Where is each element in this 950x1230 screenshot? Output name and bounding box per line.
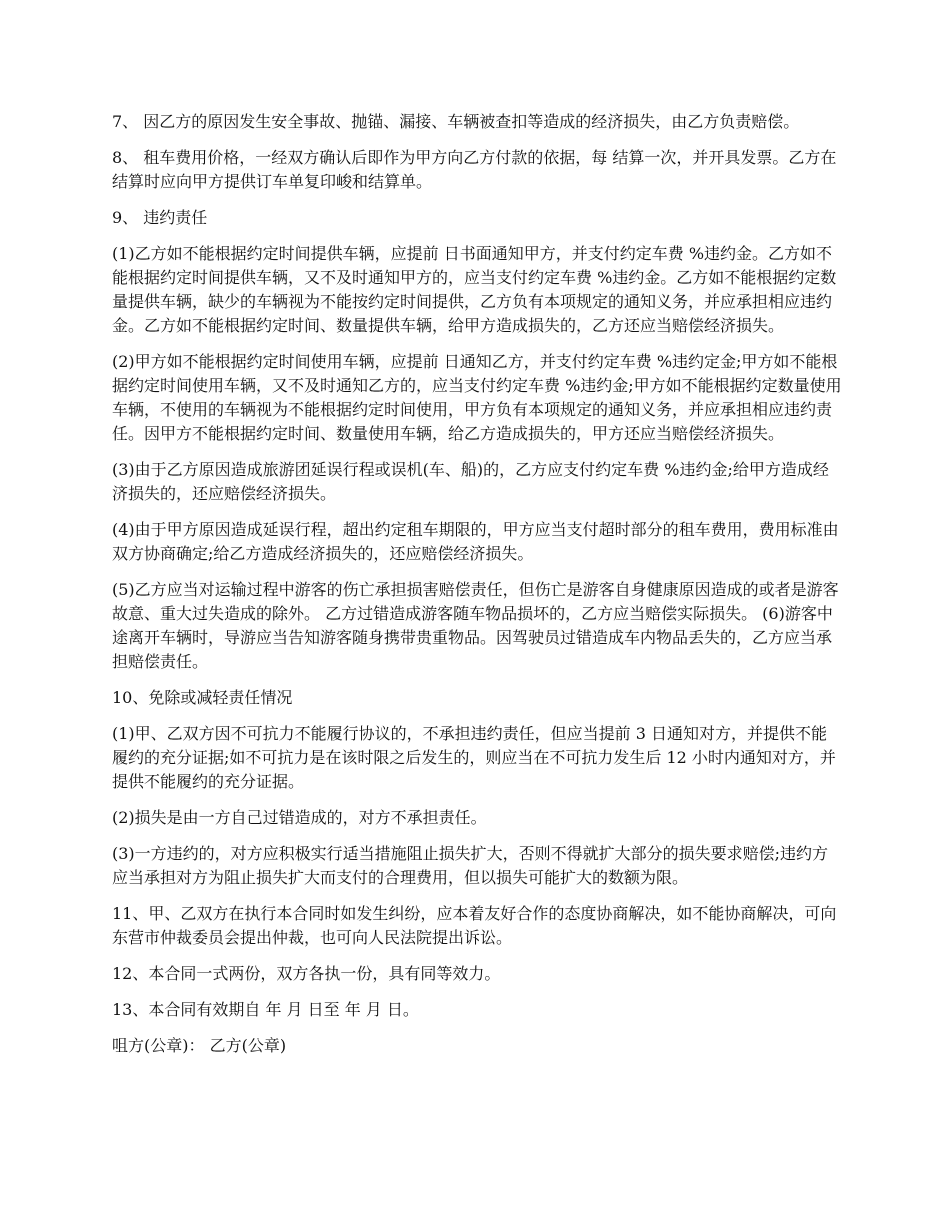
clause-11: 11、甲、乙双方在执行本合同时如发生纠纷，应本着友好合作的态度协商解决，如不能协商解决，可向东营市仲裁委员会提出仲裁，也可向人民法院提出诉讼。 — [112, 904, 837, 947]
clause-9-item-1: (1)乙方如不能根据约定时间提供车辆，应提前 日书面通知甲方，并支付约定车费 %违约金。乙方如不能根据约定时间提供车辆，又不及时通知甲方的，应当支付约定车费 %违约金。乙方如不能根据约定数量提供车辆，缺少的车辆视为不能按约定时间提供，乙方负有本项规定的通知义务，并应承担相应违约金。乙方如不能根据约定时间、数量提供车辆，给甲方造成损失的，乙方还应当赔偿经济损失。 — [112, 244, 837, 335]
clause-9-item-3: (3)由于乙方原因造成旅游团延误行程或误机(车、船)的，乙方应支付约定车费 %违约金;给甲方造成经济损失的，还应赔偿经济损失。 — [112, 460, 829, 503]
clause-9-heading: 9、 违约责任 — [112, 208, 208, 227]
clause-9-item-4: (4)由于甲方原因造成延误行程，超出约定租车期限的，甲方应当支付超时部分的租车费用，费用标准由双方协商确定;给乙方造成经济损失的，还应赔偿经济损失。 — [112, 520, 839, 563]
clause-10-heading: 10、免除或减轻责任情况 — [112, 688, 293, 707]
clause-8: 8、 租车费用价格，一经双方确认后即作为甲方向乙方付款的依据，每 结算一次，并开具发票。乙方在结算时应向甲方提供订车单复印峻和结算单。 — [112, 148, 837, 191]
clause-7: 7、 因乙方的原因发生安全事故、抛锚、漏接、车辆被查扣等造成的经济损失，由乙方负责赔偿。 — [112, 112, 800, 131]
clause-9-item-2: (2)甲方如不能根据约定时间使用车辆，应提前 日通知乙方，并支付约定车费 %违约定金;甲方如不能根据约定时间使用车辆，又不及时通知乙方的，应当支付约定车费 %违约金;甲方如不能根据约定数量使用车辆，不使用的车辆视为不能根据约定时间使用，甲方负有本项规定的通知义务，并应承担相应违约责任。因甲方不能根据约定时间、数量使用车辆，给乙方造成损失的，甲方还应当赔偿经济损失。 — [112, 352, 842, 443]
clause-10-item-2: (2)损失是由一方自己过错造成的，对方不承担责任。 — [112, 808, 487, 827]
signature-line: 咀方(公章)： 乙方(公章) — [112, 1036, 287, 1055]
clause-10-item-1: (1)甲、乙双方因不可抗力不能履行协议的，不承担违约责任，但应当提前 3 日通知对方，并提供不能履约的充分证据;如不可抗力是在该时限之后发生的，则应当在不可抗力发生后 12 小时内通知对方，并提供不能履约的充分证据。 — [112, 724, 836, 791]
clause-10-item-3: (3)一方违约的，对方应积极实行适当措施阻止损失扩大，否则不得就扩大部分的损失要求赔偿;违约方应当承担对方为阻止损失扩大而支付的合理费用，但以损失可能扩大的数额为限。 — [112, 844, 829, 887]
contract-page — [112, 110, 842, 1070]
clause-13: 13、本合同有效期自 年 月 日至 年 月 日。 — [112, 1000, 419, 1019]
clause-12: 12、本合同一式两份，双方各执一份，具有同等效力。 — [112, 964, 501, 983]
clause-9-item-5: (5)乙方应当对运输过程中游客的伤亡承担损害赔偿责任，但伤亡是游客自身健康原因造成的或者是游客故意、重大过失造成的除外。 乙方过错造成游客随车物品损坏的，乙方应当赔偿实际损失。 (6)游客中途离开车辆时，导游应当告知游客随身携带贵重物品。因驾驶员过错造成车内物品丢失的，乙方应当承担赔偿责任。 — [112, 580, 839, 671]
